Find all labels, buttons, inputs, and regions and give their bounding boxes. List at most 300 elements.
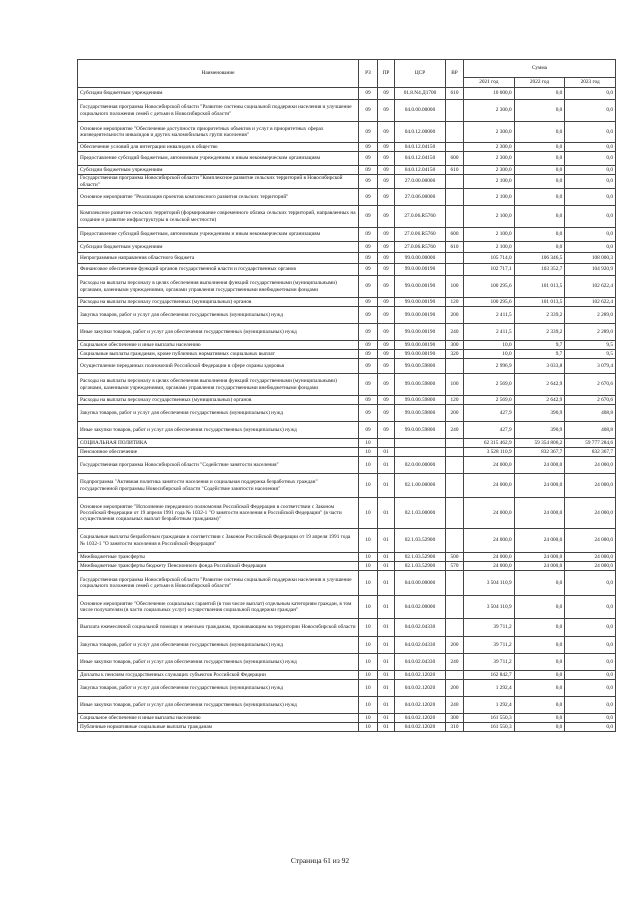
row-pr: 01: [378, 723, 395, 732]
row-amount-2022: 101 013,5: [514, 298, 565, 307]
row-name: Расходы на выплаты персоналу государственных (муниципальных) органов: [78, 298, 359, 307]
row-amount-2022: 0,0: [514, 122, 565, 143]
row-vr: 610: [446, 166, 464, 175]
row-rz: 10: [359, 448, 378, 457]
row-name: Закупка товаров, работ и услуг для обеспечения государственных (муниципальных) нужд: [78, 405, 359, 422]
row-amount-2022: 9,7: [514, 341, 565, 350]
row-amount-2023: 0,0: [565, 571, 616, 596]
row-name: Межбюджетные трансферты бюджету Пенсионного фонда Российской Федерации: [78, 562, 359, 571]
row-amount-2023: 2 670,6: [565, 374, 616, 396]
row-amount-2021: 100 295,6: [464, 298, 515, 307]
row-csr: 02.1.03.52900: [395, 529, 446, 553]
row-pr: 09: [378, 189, 395, 206]
row-amount-2021: 24 000,0: [464, 553, 515, 562]
row-rz: 10: [359, 714, 378, 723]
row-rz: 09: [359, 341, 378, 350]
row-pr: 09: [378, 324, 395, 341]
row-amount-2021: 62 315 462,9: [464, 439, 515, 448]
row-amount-2022: 0,0: [514, 228, 565, 242]
table-row: [78, 596, 616, 619]
row-rz: 09: [359, 122, 378, 143]
row-amount-2022: 24 000,0: [514, 474, 565, 498]
row-name: Выплата ежемесячной социальной помощи и земельно гражданам, проживающим на территории Новосибирской области: [78, 619, 359, 637]
table-row: [78, 680, 616, 697]
row-amount-2023: 0,0: [565, 619, 616, 637]
row-pr: 01: [378, 562, 395, 571]
row-rz: 09: [359, 143, 378, 152]
row-amount-2023: 24 000,0: [565, 553, 616, 562]
row-vr: [446, 189, 464, 206]
header-vr: ВР: [446, 60, 464, 88]
row-vr: [446, 359, 464, 374]
row-name: Иные закупки товаров, работ и услуг для обеспечения государственных (муниципальных) нужд: [78, 422, 359, 439]
row-vr: 240: [446, 697, 464, 714]
row-amount-2021: 2 100,0: [464, 175, 515, 189]
row-rz: 10: [359, 498, 378, 529]
row-amount-2023: 24 000,0: [565, 529, 616, 553]
header-name: Наименование: [78, 60, 359, 88]
row-csr: 04.0.02.00000: [395, 596, 446, 619]
row-amount-2021: 39 711,2: [464, 619, 515, 637]
row-rz: 09: [359, 396, 378, 405]
row-csr: 02.0.00.00000: [395, 457, 446, 474]
row-amount-2021: 24 000,0: [464, 457, 515, 474]
row-pr: 09: [378, 298, 395, 307]
row-amount-2023: 24 000,0: [565, 457, 616, 474]
row-amount-2021: 2 300,0: [464, 100, 515, 122]
table-row: [78, 228, 616, 242]
row-csr: 04.0.12.00000: [395, 122, 446, 143]
table-row: [78, 298, 616, 307]
row-amount-2021: 427,9: [464, 422, 515, 439]
row-name: Социальное обеспечение и иные выплаты населению: [78, 714, 359, 723]
row-name: Пенсионное обеспечение: [78, 448, 359, 457]
row-name: Иные закупки товаров, работ и услуг для обеспечения государственных (муниципальных) нужд: [78, 697, 359, 714]
row-name: Подпрограмма "Активная политика занятости населения и социальная поддержка безработных граждан" государственной программы Новосибирской области "Содействие занятости населения": [78, 474, 359, 498]
row-amount-2021: 10,0: [464, 341, 515, 350]
row-csr: 27.0.06.00000: [395, 189, 446, 206]
table-row: [78, 474, 616, 498]
row-name: Социальное обеспечение и иные выплаты населению: [78, 341, 359, 350]
row-csr: 04.0.12.04150: [395, 166, 446, 175]
row-rz: 10: [359, 596, 378, 619]
row-rz: 09: [359, 298, 378, 307]
row-vr: [446, 596, 464, 619]
row-name: Доплаты к пенсиям государственных служащих субъектов Российской Федерации: [78, 671, 359, 680]
row-csr: 04.0.02.12020: [395, 697, 446, 714]
row-pr: 09: [378, 253, 395, 264]
row-csr: 27.0.06.R5760: [395, 228, 446, 242]
row-vr: [446, 671, 464, 680]
row-amount-2022: 9,7: [514, 350, 565, 359]
row-amount-2023: 108 000,3: [565, 253, 616, 264]
row-vr: 200: [446, 680, 464, 697]
row-amount-2023: 0,0: [565, 189, 616, 206]
row-amount-2022: 0,0: [514, 88, 565, 100]
table-row: [78, 714, 616, 723]
row-amount-2023: 0,0: [565, 143, 616, 152]
row-name: Субсидии бюджетным учреждениям: [78, 166, 359, 175]
row-amount-2023: 0,0: [565, 166, 616, 175]
row-csr: 99.0.00.00190: [395, 276, 446, 298]
row-rz: 09: [359, 307, 378, 324]
table-row: [78, 175, 616, 189]
table-row: [78, 100, 616, 122]
row-amount-2021: 2 411,5: [464, 324, 515, 341]
table-row: [78, 189, 616, 206]
row-rz: 10: [359, 457, 378, 474]
table-row: [78, 571, 616, 596]
table-row: [78, 562, 616, 571]
row-csr: [395, 448, 446, 457]
row-amount-2021: 24 000,0: [464, 529, 515, 553]
row-amount-2023: 0,0: [565, 671, 616, 680]
row-pr: 09: [378, 152, 395, 166]
row-amount-2021: 1 292,4: [464, 697, 515, 714]
row-amount-2022: 0,0: [514, 714, 565, 723]
row-rz: 10: [359, 723, 378, 732]
row-name: Государственная программа Новосибирской области "Развитие системы социальной поддержки населения и улучшение социального положения семей с детьми в Новосибирской области": [78, 571, 359, 596]
row-pr: 01: [378, 448, 395, 457]
row-csr: 04.0.00.00000: [395, 571, 446, 596]
row-amount-2023: 0,0: [565, 206, 616, 228]
table-row: [78, 396, 616, 405]
table-row: [78, 637, 616, 654]
row-vr: 120: [446, 396, 464, 405]
row-amount-2023: 0,0: [565, 654, 616, 671]
row-vr: 500: [446, 553, 464, 562]
table-row: [78, 553, 616, 562]
row-vr: [446, 571, 464, 596]
row-pr: [378, 439, 395, 448]
row-rz: 09: [359, 253, 378, 264]
row-vr: 320: [446, 350, 464, 359]
row-amount-2021: 162 842,7: [464, 671, 515, 680]
row-amount-2023: 832 367,7: [565, 448, 616, 457]
row-pr: 09: [378, 228, 395, 242]
row-amount-2022: 106 346,5: [514, 253, 565, 264]
row-name: Субсидии бюджетным учреждениям: [78, 88, 359, 100]
row-amount-2021: 10 000,0: [464, 88, 515, 100]
table-row: [78, 143, 616, 152]
row-amount-2021: 100 295,6: [464, 276, 515, 298]
table-row: [78, 307, 616, 324]
row-amount-2022: 0,0: [514, 166, 565, 175]
row-amount-2021: 39 711,2: [464, 637, 515, 654]
row-pr: 01: [378, 637, 395, 654]
row-amount-2022: 390,9: [514, 405, 565, 422]
row-csr: 02.1.03.00000: [395, 498, 446, 529]
row-csr: 99.0.00.00190: [395, 324, 446, 341]
row-amount-2022: 0,0: [514, 100, 565, 122]
row-vr: 200: [446, 405, 464, 422]
row-vr: [446, 264, 464, 276]
row-amount-2021: 2 100,0: [464, 242, 515, 253]
table-row: [78, 264, 616, 276]
row-amount-2022: 24 000,0: [514, 553, 565, 562]
row-rz: 09: [359, 242, 378, 253]
row-amount-2022: 0,0: [514, 189, 565, 206]
row-pr: 09: [378, 143, 395, 152]
row-csr: 02.1.00.00000: [395, 474, 446, 498]
row-vr: 610: [446, 88, 464, 100]
row-name: Непрограммные направления областного бюджета: [78, 253, 359, 264]
row-amount-2023: 0,0: [565, 697, 616, 714]
row-pr: 01: [378, 553, 395, 562]
row-name: Государственная программа Новосибирской области "Развитие системы социальной поддержки населения и улучшение социального положения семей с детьми в Новосибирской области": [78, 100, 359, 122]
row-amount-2023: 24 000,0: [565, 562, 616, 571]
table-row: [78, 439, 616, 448]
row-amount-2021: 2 300,0: [464, 122, 515, 143]
row-name: Расходы на выплаты персоналу в целях обеспечения выполнения функций государственными (муниципальными) органами, казенными учреждениями, органами управления государственными внебюджетными фондами: [78, 374, 359, 396]
row-vr: [446, 457, 464, 474]
row-csr: 99.0.00.00190: [395, 307, 446, 324]
row-amount-2021: 2 411,5: [464, 307, 515, 324]
row-vr: [446, 439, 464, 448]
row-vr: 600: [446, 228, 464, 242]
row-amount-2021: 2 300,0: [464, 152, 515, 166]
page-number: Страница 61 из 92: [290, 856, 350, 865]
row-amount-2023: 2 670,6: [565, 396, 616, 405]
row-vr: [446, 498, 464, 529]
row-name: Социальные выплаты гражданам, кроме публичных нормативных социальных выплат: [78, 350, 359, 359]
table-row: [78, 276, 616, 298]
row-rz: 10: [359, 637, 378, 654]
row-amount-2023: 0,0: [565, 723, 616, 732]
row-amount-2022: 0,0: [514, 671, 565, 680]
row-name: Публичные нормативные социальные выплаты гражданам: [78, 723, 359, 732]
row-rz: 09: [359, 350, 378, 359]
table-row: [78, 498, 616, 529]
row-amount-2023: 3 079,4: [565, 359, 616, 374]
row-name: Закупка товаров, работ и услуг для обеспечения государственных (муниципальных) нужд: [78, 637, 359, 654]
row-rz: 09: [359, 359, 378, 374]
row-amount-2022: 0,0: [514, 571, 565, 596]
row-amount-2022: 0,0: [514, 723, 565, 732]
row-amount-2022: 103 352,7: [514, 264, 565, 276]
row-amount-2023: 0,0: [565, 228, 616, 242]
table-row: [78, 359, 616, 374]
row-amount-2021: 2 100,0: [464, 206, 515, 228]
row-amount-2023: 0,0: [565, 637, 616, 654]
row-csr: 99.0.00.59800: [395, 396, 446, 405]
row-amount-2021: 105 714,0: [464, 253, 515, 264]
table-row: [78, 166, 616, 175]
row-amount-2021: 2 300,0: [464, 166, 515, 175]
budget-table: [77, 59, 616, 732]
row-pr: 09: [378, 396, 395, 405]
table-row: [78, 374, 616, 396]
row-amount-2021: 2 569,0: [464, 374, 515, 396]
row-name: Финансовое обеспечение функций органов государственной власти и государственных органов: [78, 264, 359, 276]
row-vr: 310: [446, 723, 464, 732]
row-amount-2023: 0,0: [565, 596, 616, 619]
row-amount-2022: 0,0: [514, 654, 565, 671]
row-pr: 01: [378, 498, 395, 529]
row-amount-2022: 0,0: [514, 697, 565, 714]
row-vr: [446, 206, 464, 228]
row-rz: 10: [359, 680, 378, 697]
row-amount-2022: 3 033,8: [514, 359, 565, 374]
row-csr: 27.0.06.R5760: [395, 242, 446, 253]
row-amount-2023: 24 000,0: [565, 474, 616, 498]
row-amount-2022: 2 339,2: [514, 324, 565, 341]
row-csr: 04.0.12.04150: [395, 152, 446, 166]
row-pr: 01: [378, 680, 395, 697]
row-vr: [446, 448, 464, 457]
table-body: [78, 88, 616, 732]
row-rz: 09: [359, 422, 378, 439]
row-name: Расходы на выплаты персоналу в целях обеспечения выполнения функций государственными (муниципальными) органами, казенными учреждениями, органами управления государственными внебюджетными фондами: [78, 276, 359, 298]
table-row: [78, 654, 616, 671]
table-row: [78, 405, 616, 422]
row-amount-2021: 24 000,0: [464, 474, 515, 498]
row-amount-2023: 0,0: [565, 714, 616, 723]
row-pr: 09: [378, 276, 395, 298]
row-name: Иные закупки товаров, работ и услуг для обеспечения государственных (муниципальных) нужд: [78, 654, 359, 671]
row-csr: [395, 439, 446, 448]
row-vr: [446, 474, 464, 498]
row-rz: 10: [359, 529, 378, 553]
row-csr: 99.0.00.59800: [395, 374, 446, 396]
row-vr: 240: [446, 422, 464, 439]
row-rz: 10: [359, 571, 378, 596]
row-pr: 09: [378, 359, 395, 374]
header-csr: ЦСР: [395, 60, 446, 88]
row-rz: 09: [359, 166, 378, 175]
row-amount-2023: 59 777 284,6: [565, 439, 616, 448]
row-csr: 27.0.06.R5760: [395, 206, 446, 228]
table-row: [78, 448, 616, 457]
row-amount-2023: 9,5: [565, 341, 616, 350]
row-rz: 09: [359, 189, 378, 206]
row-pr: 09: [378, 405, 395, 422]
header-year-2022: 2022 год: [514, 78, 565, 88]
row-vr: 610: [446, 242, 464, 253]
row-amount-2021: 10,0: [464, 350, 515, 359]
header-sum: Сумма: [464, 60, 616, 78]
row-csr: 99.0.00.59800: [395, 405, 446, 422]
table-row: [78, 253, 616, 264]
row-rz: 10: [359, 671, 378, 680]
row-name: Иные закупки товаров, работ и услуг для обеспечения государственных (муниципальных) нужд: [78, 324, 359, 341]
row-csr: 04.0.02.12020: [395, 714, 446, 723]
row-rz: 09: [359, 206, 378, 228]
table-row: [78, 350, 616, 359]
row-amount-2021: 1 292,4: [464, 680, 515, 697]
row-amount-2022: 24 000,0: [514, 529, 565, 553]
row-name: Комплексное развитие сельских территорий (формирование современного облика сельских территорий, направленных на создание и развитие инфраструктуры в сельской местности): [78, 206, 359, 228]
row-csr: 99.0.00.00000: [395, 253, 446, 264]
row-rz: 10: [359, 654, 378, 671]
row-amount-2021: 2 300,0: [464, 143, 515, 152]
row-csr: 04.0.02.04330: [395, 654, 446, 671]
table-row: [78, 529, 616, 553]
table-row: [78, 122, 616, 143]
row-name: Субсидии бюджетным учреждениям: [78, 242, 359, 253]
row-csr: 04.0.02.04330: [395, 637, 446, 654]
row-amount-2021: 161 550,3: [464, 714, 515, 723]
table-row: [78, 206, 616, 228]
row-amount-2023: 102 622,4: [565, 298, 616, 307]
table-row: [78, 242, 616, 253]
row-amount-2023: 9,5: [565, 350, 616, 359]
row-name: Расходы на выплаты персоналу государственных (муниципальных) органов: [78, 396, 359, 405]
row-amount-2021: 24 000,0: [464, 498, 515, 529]
row-csr: 04.0.00.00000: [395, 100, 446, 122]
row-vr: 120: [446, 298, 464, 307]
row-amount-2022: 2 642,9: [514, 396, 565, 405]
row-name: Межбюджетные трансферты: [78, 553, 359, 562]
row-csr: 04.0.02.12020: [395, 671, 446, 680]
row-amount-2022: 0,0: [514, 680, 565, 697]
row-csr: 04.0.12.04150: [395, 143, 446, 152]
row-amount-2022: 0,0: [514, 175, 565, 189]
row-pr: 01: [378, 571, 395, 596]
table-header: [78, 60, 616, 88]
row-vr: 240: [446, 654, 464, 671]
row-amount-2022: 0,0: [514, 152, 565, 166]
row-pr: 01: [378, 697, 395, 714]
row-rz: 10: [359, 697, 378, 714]
row-name: Осуществление переданных полномочий Российской Федерации в сфере охраны здоровья: [78, 359, 359, 374]
row-pr: 09: [378, 100, 395, 122]
row-amount-2021: 2 569,0: [464, 396, 515, 405]
row-vr: [446, 529, 464, 553]
row-pr: 09: [378, 264, 395, 276]
row-rz: 10: [359, 553, 378, 562]
row-name: Предоставление субсидий бюджетным, автономным учреждениям и иным некоммерческим организациям: [78, 152, 359, 166]
row-csr: 27.0.00.00000: [395, 175, 446, 189]
row-amount-2022: 0,0: [514, 206, 565, 228]
row-vr: 200: [446, 637, 464, 654]
row-amount-2022: 2 339,2: [514, 307, 565, 324]
row-rz: 09: [359, 324, 378, 341]
row-pr: 09: [378, 88, 395, 100]
row-amount-2023: 0,0: [565, 175, 616, 189]
row-amount-2022: 101 013,5: [514, 276, 565, 298]
row-pr: 01: [378, 671, 395, 680]
row-pr: 01: [378, 596, 395, 619]
row-vr: 200: [446, 307, 464, 324]
row-pr: 09: [378, 422, 395, 439]
header-pr: ПР: [378, 60, 395, 88]
row-pr: 01: [378, 619, 395, 637]
row-name: Социальные выплаты безработным гражданам в соответствии с Законом Российской Федерации от 19 апреля 1991 года № 1032-1 "О занятости населения в Российской Федерации": [78, 529, 359, 553]
row-amount-2022: 59 354 806,2: [514, 439, 565, 448]
row-name: Закупка товаров, работ и услуг для обеспечения государственных (муниципальных) нужд: [78, 680, 359, 697]
row-csr: 99.0.00.59800: [395, 422, 446, 439]
row-csr: 99.0.00.59800: [395, 359, 446, 374]
row-csr: 01.8.N4.Д1700: [395, 88, 446, 100]
header-rz: РЗ: [359, 60, 378, 88]
row-pr: 01: [378, 714, 395, 723]
row-csr: 99.0.00.00190: [395, 341, 446, 350]
row-amount-2022: 0,0: [514, 242, 565, 253]
table-row: [78, 152, 616, 166]
row-csr: 99.0.00.00190: [395, 350, 446, 359]
row-rz: 10: [359, 439, 378, 448]
row-amount-2021: 3 504 110,9: [464, 571, 515, 596]
row-amount-2021: 3 528 110,9: [464, 448, 515, 457]
table-row: [78, 422, 616, 439]
row-name: СОЦИАЛЬНАЯ ПОЛИТИКА: [78, 439, 359, 448]
row-vr: [446, 122, 464, 143]
row-vr: [446, 143, 464, 152]
row-vr: 240: [446, 324, 464, 341]
table-row: [78, 341, 616, 350]
row-amount-2022: 24 000,0: [514, 562, 565, 571]
